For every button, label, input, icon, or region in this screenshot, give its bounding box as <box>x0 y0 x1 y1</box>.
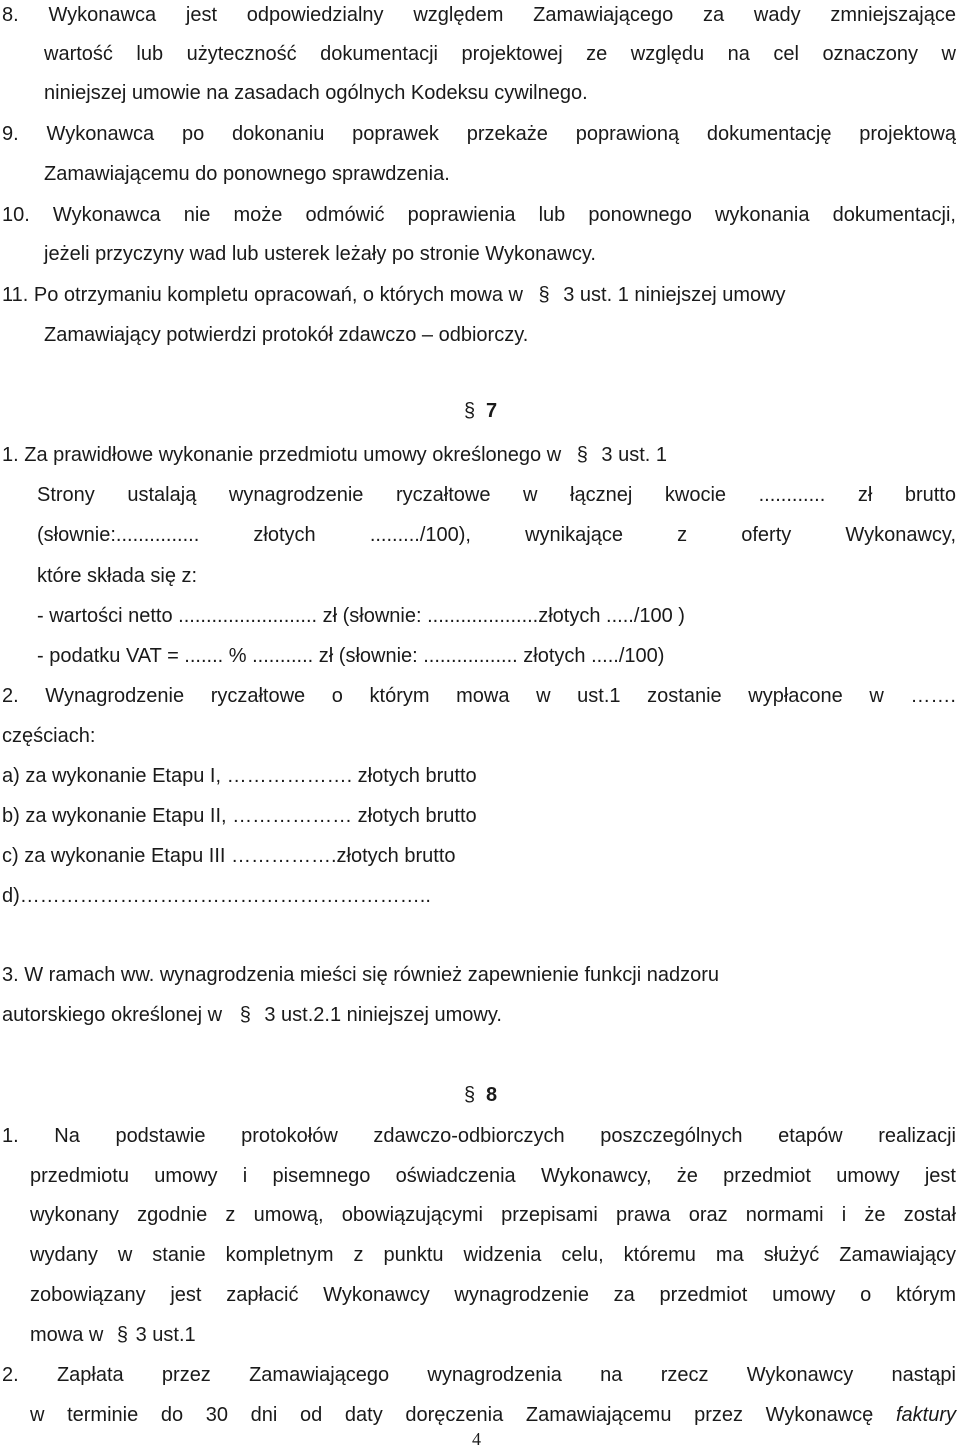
section-7-p1-text-b: 3 ust. 1 <box>601 444 668 466</box>
paragraph-9-line-1: 9. Wykonawca po dokonaniu poprawek przekaże poprawioną dokumentację projektową <box>2 123 956 145</box>
paragraph-10-line-2: jeżeli przyczyny wad lub usterek leżały po stronie Wykonawcy. <box>44 243 596 265</box>
section-8-p1-line-6 <box>30 1322 196 1348</box>
section-8-p1-line-3: wykonany zgodnie z umową, obowiązującymi przepisami prawa oraz normami i że został <box>30 1204 956 1226</box>
section-8-p1-line-4: wydany w stanie kompletnym z punktu widzenia celu, któremu ma służyć Zamawiający <box>30 1244 956 1266</box>
section-7-p1-line-3: (słownie:............... złotych ........./100), wynikające z oferty Wykonawcy, <box>37 524 956 546</box>
paragraph-8-line-2: wartość lub użyteczność dokumentacji projektowej ze względu na cel oznaczony w <box>44 43 956 65</box>
paragraph-8-line-1: 8. Wykonawca jest odpowiedzialny względem Zamawiającego za wady zmniejszające <box>2 4 956 26</box>
paragraph-11-line-2: Zamawiający potwierdzi protokół zdawczo – odbiorczy. <box>44 324 529 346</box>
section-8-p2-text-b: faktury <box>895 1404 956 1426</box>
section-8-p1-text-b: 3 ust.1 <box>135 1324 196 1346</box>
section-8-p1-line-1: 1. Na podstawie protokołów zdawczo-odbiorczych poszczególnych etapów realizacji <box>2 1125 956 1147</box>
section-7-p1-line-1 <box>2 442 667 468</box>
section-8-number: 8 <box>486 1084 498 1106</box>
section-7-p1-line-5: - wartości netto ......................... zł (słownie: ....................złotych ...../100 ) <box>37 605 685 627</box>
section-7-heading <box>464 398 497 424</box>
section-7-number: 7 <box>486 400 498 422</box>
section-7-p3-line-2 <box>2 1002 502 1028</box>
paragraph-11-line-1 <box>2 282 956 308</box>
section-7-p2-line-2: częściach: <box>2 725 96 747</box>
paragraph-10-line-1: 10. Wykonawca nie może odmówić poprawienia lub ponownego wykonania dokumentacji, <box>2 204 956 226</box>
section-7-item-b: b) za wykonanie Etapu II, ……………… złotych brutto <box>2 805 477 827</box>
section-7-p1-text-a: 1. Za prawidłowe wykonanie przedmiotu umowy określonego w <box>2 444 562 466</box>
paragraph-11-text-a: 11. Po otrzymaniu kompletu opracowań, o których mowa w <box>2 284 523 306</box>
section-symbol: § <box>464 400 476 422</box>
section-8-p1-text-a: mowa w <box>30 1324 104 1346</box>
section-7-p3-text-b: 3 ust.2.1 niniejszej umowy. <box>264 1004 502 1026</box>
paragraph-symbol: § <box>116 1324 129 1346</box>
section-7-p1-line-2: Strony ustalają wynagrodzenie ryczałtowe w łącznej kwocie ............ zł brutto <box>37 484 956 506</box>
section-7-item-a: a) za wykonanie Etapu I, ………………. złotych brutto <box>2 765 477 787</box>
section-8-p2-line-1: 2. Zapłata przez Zamawiającego wynagrodzenia na rzecz Wykonawcy nastąpi <box>2 1364 956 1386</box>
page-number: 4 <box>472 1429 481 1449</box>
section-8-p1-line-5: zobowiązany jest zapłacić Wykonawcy wynagrodzenie za przedmiot umowy o którym <box>30 1284 956 1306</box>
paragraph-11-text-b: 3 ust. 1 niniejszej umowy <box>563 284 786 306</box>
section-7-p1-line-6: - podatku VAT = ....... % ........... zł (słownie: ................. złotych ...../100) <box>37 645 665 667</box>
section-8-p1-line-2: przedmiotu umowy i pisemnego oświadczenia Wykonawcy, że przedmiot umowy jest <box>30 1165 956 1187</box>
section-7-p3-line-1: 3. W ramach ww. wynagrodzenia mieści się również zapewnienie funkcji nadzoru <box>2 964 719 986</box>
paragraph-8-line-3: niniejszej umowie na zasadach ogólnych Kodeksu cywilnego. <box>44 82 588 104</box>
paragraph-9-line-2: Zamawiającemu do ponownego sprawdzenia. <box>44 163 450 185</box>
section-7-item-d: d)…………………………………………………….. <box>2 885 431 907</box>
paragraph-symbol: § <box>538 284 550 306</box>
section-symbol: § <box>464 1084 476 1106</box>
section-7-p2-line-1: 2. Wynagrodzenie ryczałtowe o którym mowa w ust.1 zostanie wypłacone w ……. <box>2 685 956 707</box>
section-8-p2-line-2 <box>30 1402 956 1428</box>
paragraph-symbol: § <box>576 444 588 466</box>
paragraph-symbol: § <box>239 1004 251 1026</box>
section-7-p1-line-4: które składa się z: <box>37 565 198 587</box>
section-7-p3-text-a: autorskiego określonej w <box>2 1004 223 1026</box>
section-8-heading <box>464 1082 497 1108</box>
section-7-item-c: c) za wykonanie Etapu III …………….złotych brutto <box>2 845 456 867</box>
section-8-p2-text-a: w terminie do 30 dni od daty doręczenia Zamawiającemu przez Wykonawcę <box>30 1404 874 1426</box>
